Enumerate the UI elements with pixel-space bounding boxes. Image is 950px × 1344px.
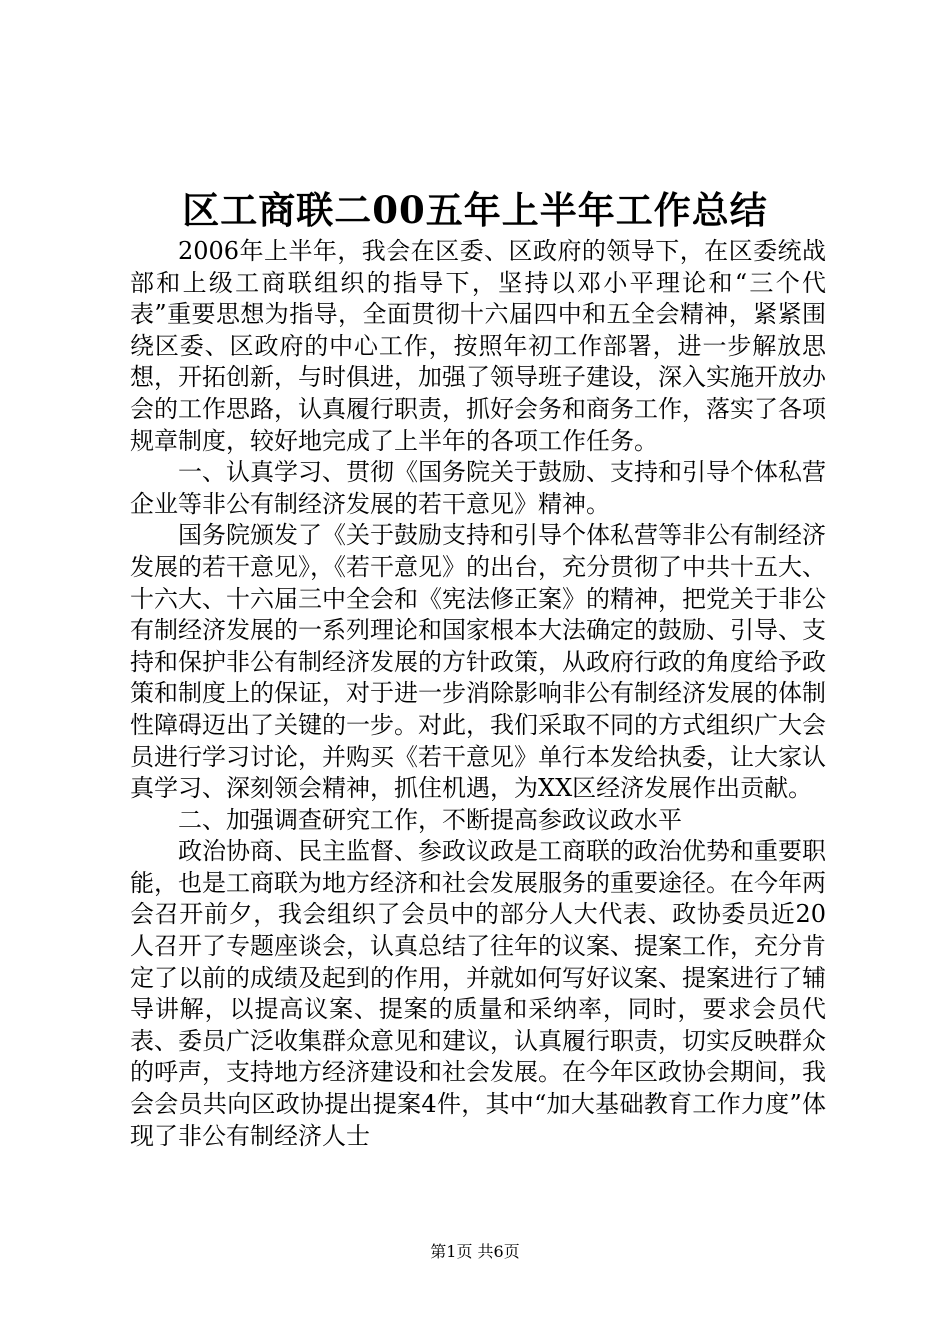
paragraph-section-2: 政治协商、民主监督、参政议政是工商联的政治优势和重要职能，也是工商联为地方经济和社会发展服务的重要途径。在今年两会召开前夕，我会组织了会员中的部分人大代表、政协委员近20人召开了专题座谈会，认真总结了往年的议案、提案工作，充分肯定了以前的成绩及起到的作用，并就如何写好议案、提案进行了辅导讲解，以提高议案、提案的质量和采纳率，同时，要求会员代表、委员广泛收集群众意见和建议，认真履行职责，切实反映群众的呼声，支持地方经济建设和社会发展。在今年区政协会期间，我会会员共向区政协提出提案4件，其中“加大基础教育工作力度”体现了非公有制经济人士 <box>130 837 826 1150</box>
document-title: 区工商联二00五年上半年工作总结 <box>182 188 768 232</box>
paragraph-section-1: 国务院颁发了《关于鼓励支持和引导个体私营等非公有制经济发展的若干意见》，《若干意见》的出台，充分贯彻了中共十五大、十六大、十六届三中全会和《宪法修正案》的精神，把党关于非公有制经济发展的一系列理论和国家根本大法确定的鼓励、引导、支持和保护非公有制经济发展的方针政策，从政府行政的角度给予政策和制度上的保证，对于进一步消除影响非公有制经济发展的体制性障碍迈出了关键的一步。对此，我们采取不同的方式组织广大会员进行学习讨论，并购买《若干意见》单行本发给执委，让大家认真学习、深刻领会精神，抓住机遇，为XX区经济发展作出贡献。 <box>130 521 826 803</box>
document-body <box>130 236 826 1152</box>
page-number-footer: 第1页 共6页 <box>430 1242 520 1261</box>
section-heading-2: 二、加强调查研究工作，不断提高参政议政水平 <box>178 805 682 834</box>
paragraph-intro: 2006年上半年，我会在区委、区政府的领导下，在区委统战部和上级工商联组织的指导下，坚持以邓小平理论和“三个代表”重要思想为指导，全面贯彻十六届四中和五全会精神，紧紧围绕区委、区政府的中心工作，按照年初工作部署，进一步解放思想，开拓创新，与时俱进，加强了领导班子建设，深入实施开放办会的工作思路，认真履行职责，抓好会务和商务工作，落实了各项规章制度，较好地完成了上半年的各项工作任务。 <box>130 237 826 455</box>
section-heading-1: 一、认真学习、贯彻《国务院关于鼓励、支持和引导个体私营企业等非公有制经济发展的若干意见》精神。 <box>130 458 826 518</box>
